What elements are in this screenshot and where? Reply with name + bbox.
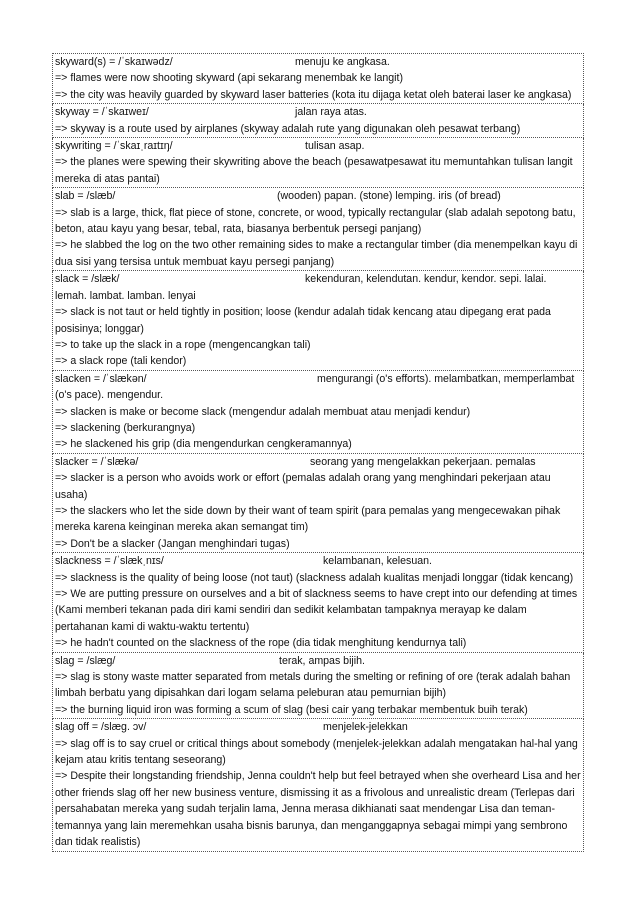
entry-head <box>55 454 581 470</box>
example-line: => to take up the slack in a rope (mengencangkan tali) <box>55 338 311 351</box>
entry-head <box>55 653 581 669</box>
entry-term: slacken = /ˈslækən/ <box>55 372 147 385</box>
entry-term: slack = /slæk/ <box>55 273 120 286</box>
entry-head <box>55 271 581 304</box>
entry-head <box>55 371 581 404</box>
entry-meaning: mengurangi (o's efforts). melambatkan, memperlambat (o's pace). mengendur. <box>55 372 575 402</box>
entry-head <box>55 553 581 569</box>
entry-meaning: (wooden) papan. (stone) lemping. iris (of bread) <box>277 190 501 203</box>
entry-slackness <box>52 553 584 652</box>
example-line: => the burning liquid iron was forming a scum of slag (besi cair yang terbakar membentuk buih terak) <box>55 703 528 716</box>
entry-meaning: tulisan asap. <box>305 140 365 153</box>
entry-head <box>55 719 581 735</box>
entry-slag-off <box>52 719 584 851</box>
entry-term: skywriting = /ˈskaɪˌraɪtɪŋ/ <box>55 140 173 153</box>
entry-term: slab = /slæb/ <box>55 190 116 203</box>
entry-head <box>55 104 581 120</box>
entry-slacken <box>52 371 584 454</box>
example-line: => slacken is make or become slack (mengendur adalah membuat atau menjadi kendur) <box>55 405 471 418</box>
example-line: => Despite their longstanding friendship, Jenna couldn't help but feel betrayed when she overheard Lisa and her other friends slag off her new business venture, dismissing it as a frivolous and unrealistic dream (Terlepas dari persahabatan mereka yang sudah terjalin lama, Jenna merasa dikhianati saat mendengar Lisa dan teman-temannya yang lain meremehkan usaha bisnis barunya, dan menganggapnya sebagai mimpi yang sembrono dan tidak realistis) <box>55 770 581 849</box>
entry-meaning: terak, ampas bijih. <box>279 654 365 667</box>
example-line: => the planes were spewing their skywriting above the beach (pesawatpesawat itu memuntahkan tulisan langit mereka di atas pantai) <box>55 156 573 185</box>
example-line: => the city was heavily guarded by skyward laser batteries (kota itu dijaga ketat oleh baterai laser ke angkasa) <box>55 88 572 101</box>
entry-slag <box>52 653 584 720</box>
example-line: => flames were now shooting skyward (api sekarang menembak ke langit) <box>55 72 404 85</box>
example-line: => he hadn't counted on the slackness of the rope (dia tidak menghitung kendurnya tali) <box>55 637 467 650</box>
entry-meaning: menuju ke angkasa. <box>295 56 390 68</box>
entry-meaning: menjelek-jelekkan <box>323 721 408 734</box>
example-line: => slack is not taut or held tightly in position; loose (kendur adalah tidak kencang atau dipegang erat pada posisinya; longgar) <box>55 306 551 335</box>
entry-term: slag off = /slæg. ɔv/ <box>55 721 147 734</box>
example-line: => slab is a large, thick, flat piece of stone, concrete, or wood, typically rectangular (slab adalah sepotong batu, beton, atau kayu yang besar, tebal, rata, biasanya berbentuk persegi panjang) <box>55 206 576 236</box>
example-line: => Don't be a slacker (Jangan menghindari tugas) <box>55 537 290 550</box>
example-line: => slacker is a person who avoids work or effort (pemalas adalah orang yang menghindari pekerjaan atau usaha) <box>55 472 551 501</box>
entry-term: skyward(s) = /ˈskaɪwədz/ <box>55 56 173 68</box>
example-line: => slackening (berkurangnya) <box>55 421 196 434</box>
entry-head <box>55 138 581 154</box>
example-line: => slag off is to say cruel or critical things about somebody (menjelek-jelekkan adalah mengatakan hal-hal yang kejam atau kritis tentang seseorang) <box>55 737 578 767</box>
entry-slacker <box>52 454 584 553</box>
example-line: => he slabbed the log on the two other remaining sides to make a rectangular timber (dia menempelkan kayu di dua sisi yang tersisa untuk membuat kayu persegi panjang) <box>55 239 578 268</box>
entry-head <box>55 54 581 70</box>
example-line: => slackness is the quality of being loose (not taut) (slackness adalah kualitas menjadi longgar (tidak kencang) <box>55 571 574 584</box>
entry-skyway <box>52 104 584 138</box>
entry-term: skyway = /ˈskaɪweɪ/ <box>55 106 149 119</box>
dictionary-page <box>52 53 584 852</box>
example-line: => a slack rope (tali kendor) <box>55 355 187 368</box>
entry-term: slackness = /ˈslækˌnɪs/ <box>55 555 164 568</box>
example-line: => he slackened his grip (dia mengendurkan cengkeramannya) <box>55 438 352 451</box>
entry-skywards <box>52 53 584 104</box>
example-line: => slag is stony waste matter separated from metals during the smelting or refining of ore (terak adalah bahan limbah berbatu yang dipisahkan dari logam selama peleburan atau pemurnian bijih) <box>55 671 571 700</box>
entry-meaning: seorang yang mengelakkan pekerjaan. pemalas <box>310 455 536 468</box>
entry-skywriting <box>52 138 584 188</box>
example-line: => the slackers who let the side down by their want of team spirit (para pemalas yang mengecewakan pihak mereka karena keinginan mereka akan semangat tim) <box>55 504 561 534</box>
entry-head <box>55 188 581 204</box>
entry-term: slag = /slæg/ <box>55 654 116 667</box>
entry-slack <box>52 271 584 370</box>
example-line: => skyway is a route used by airplanes (skyway adalah rute yang digunakan oleh pesawat terbang) <box>55 122 521 135</box>
entry-meaning: kekenduran, kelendutan. kendur, kendor. sepi. lalai. lemah. lambat. lamban. lenyai <box>55 273 547 302</box>
example-line: => We are putting pressure on ourselves and a bit of slackness seems to have crept into our defending at times (Kami memberi tekanan pada diri kami sendiri dan sedikit kelambatan tampaknya merayap ke dalam pertahanan kami di waktu-waktu tertentu) <box>55 588 578 633</box>
entry-term: slacker = /ˈslækə/ <box>55 455 139 468</box>
entry-slab <box>52 188 584 271</box>
entry-meaning: kelambanan, kelesuan. <box>323 555 432 568</box>
entry-meaning: jalan raya atas. <box>295 106 367 119</box>
